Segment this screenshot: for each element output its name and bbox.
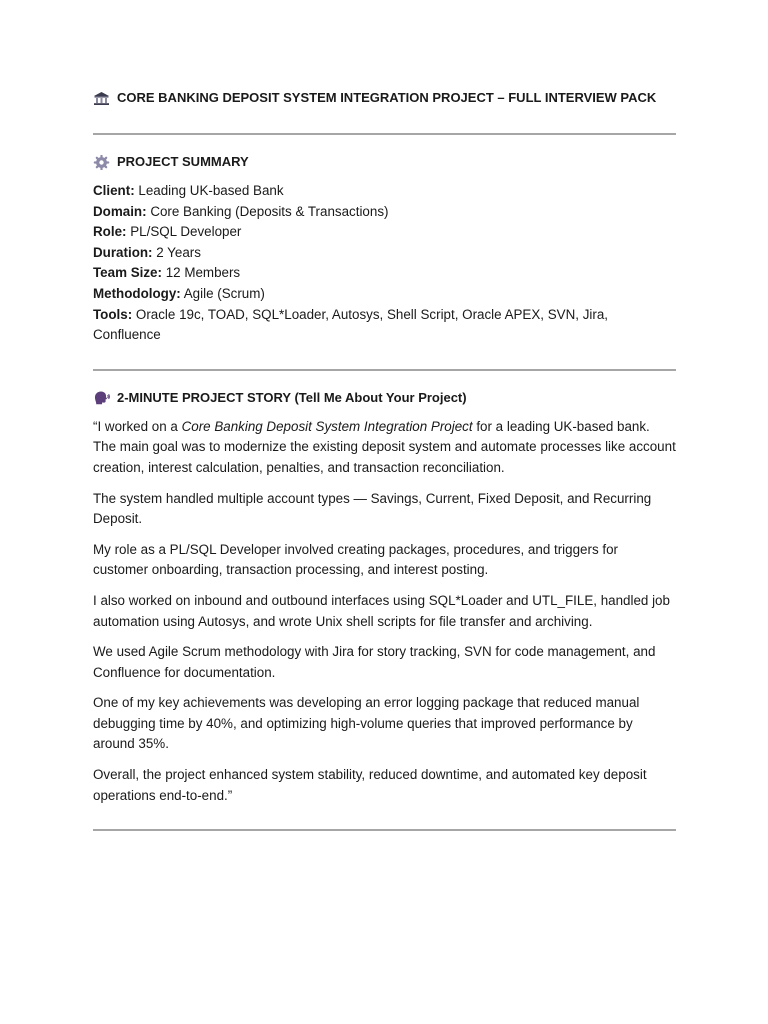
summary-label: Duration: bbox=[93, 244, 153, 260]
section-divider bbox=[93, 369, 676, 371]
document-content bbox=[93, 88, 676, 831]
story-paragraph bbox=[93, 417, 676, 479]
story-paragraph: My role as a PL/SQL Developer involved creating packages, procedures, and triggers for customer onboarding, transaction processing, and interest posting. bbox=[93, 541, 618, 578]
summary-row-client bbox=[93, 181, 676, 202]
summary-row-duration bbox=[93, 243, 676, 264]
gear-icon bbox=[93, 155, 110, 170]
summary-value: Agile (Scrum) bbox=[183, 285, 265, 301]
summary-value: PL/SQL Developer bbox=[130, 224, 242, 240]
summary-value: Oracle 19c, TOAD, SQL*Loader, Autosys, Shell Script, Oracle APEX, SVN, Jira, Confluence bbox=[93, 306, 609, 343]
story-body bbox=[93, 417, 676, 807]
summary-label: Domain: bbox=[93, 203, 147, 219]
summary-value: Core Banking (Deposits & Transactions) bbox=[150, 203, 389, 219]
story-heading-row bbox=[93, 388, 676, 408]
section-divider bbox=[93, 133, 676, 135]
project-name-emphasis: Core Banking Deposit System Integration Project bbox=[181, 418, 473, 434]
summary-row-domain bbox=[93, 202, 676, 223]
summary-label: Role: bbox=[93, 224, 127, 240]
summary-label: Client: bbox=[93, 183, 135, 198]
story-paragraph: One of my key achievements was developing an error logging package that reduced manual debugging time by 40%, and optimizing high-volume queries that improved performance by around 35%. bbox=[93, 695, 640, 752]
story-text: “I worked on a bbox=[93, 418, 182, 434]
summary-row-role bbox=[93, 222, 676, 243]
summary-label: Methodology: bbox=[93, 285, 181, 301]
story-paragraph: We used Agile Scrum methodology with Jira for story tracking, SVN for code management, and Confluence for documentation. bbox=[93, 644, 656, 680]
summary-list bbox=[93, 181, 676, 346]
summary-heading: PROJECT SUMMARY bbox=[117, 154, 249, 169]
speaking-head-icon bbox=[93, 390, 110, 405]
story-text: for a leading UK-based bank. The main goal was to modernize the existing deposit system and automate processes like account creation, interest calculation, penalties, and transaction reconciliation. bbox=[93, 418, 676, 475]
summary-heading-row bbox=[93, 152, 676, 172]
story-paragraph: The system handled multiple account types — Savings, Current, Fixed Deposit, and Recurring Deposit. bbox=[93, 490, 652, 527]
summary-value: Leading UK-based Bank bbox=[138, 183, 284, 198]
summary-row-methodology bbox=[93, 284, 676, 305]
story-paragraph: Overall, the project enhanced system stability, reduced downtime, and automated key deposit operations end-to-end.” bbox=[93, 767, 647, 803]
summary-label: Team Size: bbox=[93, 265, 162, 281]
bank-icon bbox=[93, 91, 110, 106]
summary-value: 12 Members bbox=[165, 265, 241, 281]
section-divider bbox=[93, 829, 676, 831]
summary-row-team-size bbox=[93, 263, 676, 284]
story-paragraph: I also worked on inbound and outbound interfaces using SQL*Loader and UTL_FILE, handled job automation using Autosys, and wrote Unix shell scripts for file transfer and archiving. bbox=[93, 592, 670, 629]
document-title: CORE BANKING DEPOSIT SYSTEM INTEGRATION PROJECT – FULL INTERVIEW PACK bbox=[117, 90, 657, 105]
story-heading: 2-MINUTE PROJECT STORY (Tell Me About Your Project) bbox=[117, 389, 467, 405]
summary-row-tools bbox=[93, 305, 676, 346]
summary-value: 2 Years bbox=[156, 244, 201, 260]
summary-label: Tools: bbox=[93, 306, 133, 322]
document-title-row bbox=[93, 88, 676, 108]
